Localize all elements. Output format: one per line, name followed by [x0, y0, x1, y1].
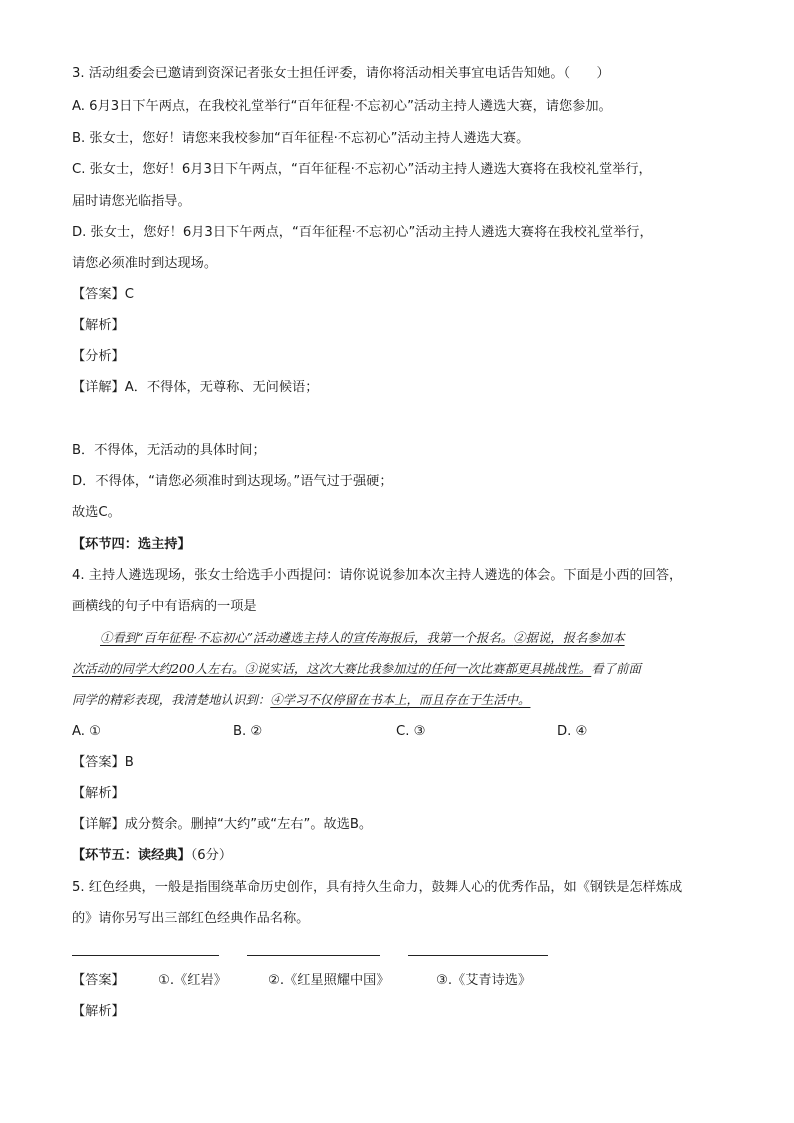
q3-option-c-line1: C. 张女士，您好！6月3日下午两点，“百年征程·不忘初心”活动主持人遴选大赛将在我校礼堂举行，: [72, 162, 652, 177]
q3-analysis-label: 【解析】: [72, 318, 125, 333]
q4-option-b: B. ②: [233, 724, 263, 739]
q4-answer: 【答案】B: [72, 755, 134, 770]
section5-title: 【环节五：读经典】: [72, 848, 191, 863]
q5-answer-3: ③.《艾青诗选》: [436, 973, 532, 988]
q3-option-c-line2: 届时请您光临指导。: [72, 194, 191, 209]
q4-option-d: D. ④: [557, 724, 588, 739]
q4-passage-text-1: 看了前面: [591, 661, 641, 676]
q3-option-d-line1: D. 张女士，您好！6月3日下午两点，“百年征程·不忘初心”活动主持人遴选大赛将在我校礼堂举行，: [72, 225, 653, 240]
q3-detail-b: B．不得体，无活动的具体时间；: [72, 443, 266, 458]
section5-score: （6分）: [190, 848, 233, 863]
q3-option-b: B. 张女士，您好！请您来我校参加“百年征程·不忘初心”活动主持人遴选大赛。: [72, 131, 530, 146]
q5-analysis-label: 【解析】: [72, 1004, 125, 1019]
q4-sentence-2a: ②据说，报名参加本: [513, 630, 625, 645]
q5-stem-line1: 5. 红色经典，一般是指围绕革命历史创作，具有持久生命力，鼓舞人心的优秀作品，如《钢铁是怎样炼成: [72, 880, 683, 895]
q4-sentence-1: ①看到“百年征程·不忘初心”活动遴选主持人的宣传海报后，我第一个报名。: [100, 630, 514, 645]
q3-option-d-line2: 请您必须准时到达现场。: [72, 256, 218, 271]
q3-option-a: A. 6月3日下午两点，在我校礼堂举行“百年征程·不忘初心”活动主持人遴选大赛，请您参加。: [72, 99, 612, 114]
q5-answer-blank-1[interactable]: [72, 955, 219, 956]
q5-answer-label: 【答案】: [72, 973, 125, 988]
q3-stem: 3. 活动组委会已邀请到资深记者张女士担任评委，请你将活动相关事宜电话告知她。（ ）: [72, 66, 610, 81]
q3-answer: 【答案】C: [72, 287, 134, 302]
q4-stem-line2: 画横线的句子中有语病的一项是: [72, 599, 257, 614]
q4-detail: 【详解】成分赘余。删掉“大约”或“左右”。故选B。: [72, 817, 373, 832]
q5-stem-line2: 的》请你另写出三部红色经典作品名称。: [72, 911, 310, 926]
q3-detail-conclusion: 故选C。: [72, 505, 121, 520]
q4-option-a: A. ①: [72, 724, 101, 739]
q3-detail-a: 【详解】A．不得体，无尊称、无问候语；: [72, 380, 319, 395]
q4-sentence-3: ③说实话，这次大赛比我参加过的任何一次比赛都更具挑战性。: [244, 661, 592, 676]
q4-sentence-2b: 次活动的同学大约200人左右。: [72, 661, 245, 676]
q5-answer-2: ②.《红星照耀中国》: [268, 973, 390, 988]
q4-analysis-label: 【解析】: [72, 786, 125, 801]
section5-heading: [72, 846, 232, 866]
q4-passage-line2: [72, 659, 641, 679]
q4-option-c: C. ③: [396, 724, 426, 739]
q5-answer-1: ①.《红岩》: [158, 973, 227, 988]
q4-passage-line1: [100, 628, 625, 648]
q3-detail-d: D．不得体，“请您必须准时到达现场。”语气过于强硬；: [72, 474, 393, 489]
q4-sentence-4: ④学习不仅停留在书本上，而且存在于生活中。: [270, 692, 531, 707]
q5-answer-blank-3[interactable]: [408, 955, 548, 956]
q4-stem-line1: 4. 主持人遴选现场，张女士给选手小西提问：请你说说参加本次主持人遴选的体会。下面是小西的回答，: [72, 568, 683, 583]
q5-answer-blank-2[interactable]: [247, 955, 380, 956]
q4-passage-text-2: 同学的精彩表现，我清楚地认识到：: [72, 692, 271, 707]
q4-passage-line3: [72, 690, 530, 710]
q3-fenxi-label: 【分析】: [72, 349, 125, 364]
section4-title: 【环节四：选主持】: [72, 537, 191, 552]
